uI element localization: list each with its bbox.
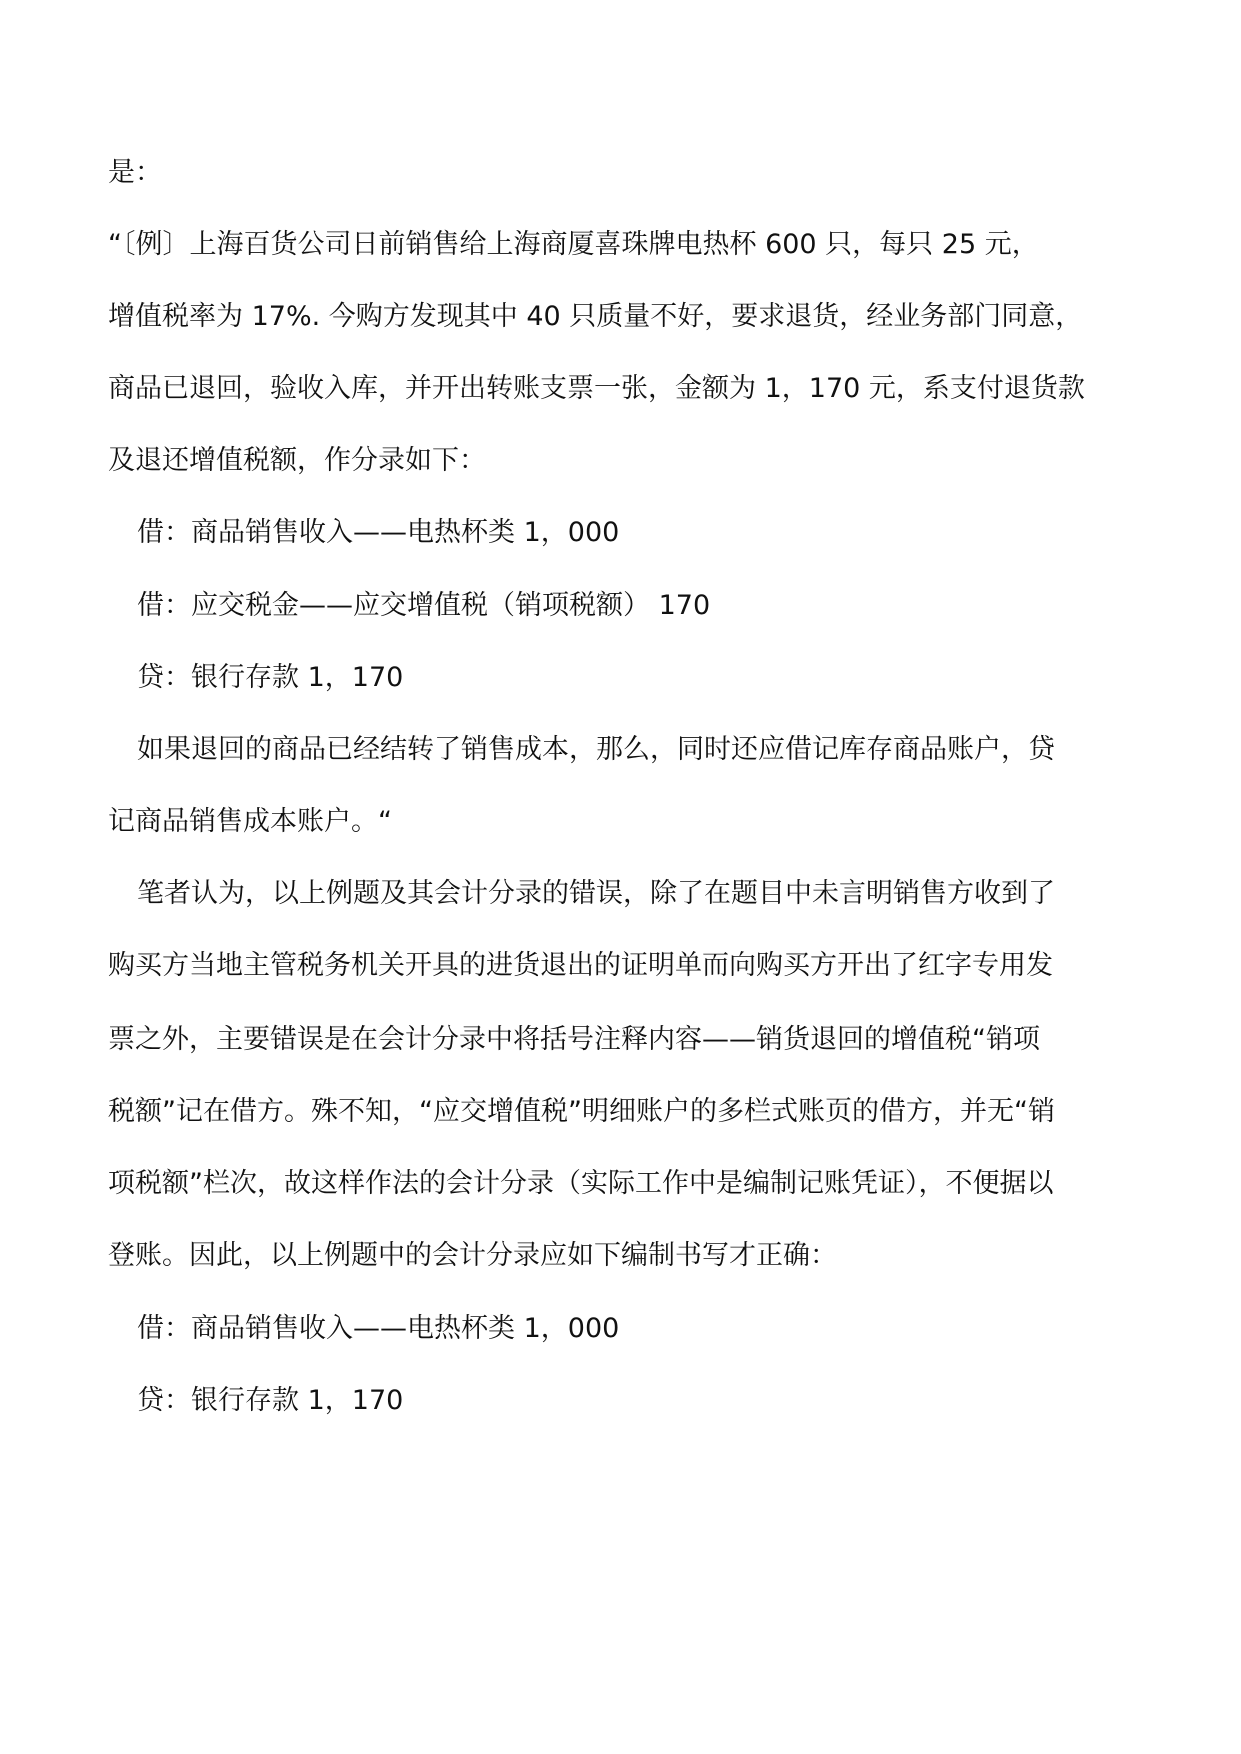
text-line-3: 增值税率为 17%. 今购方发现其中 40 只质量不好，要求退货，经业务部门同意， bbox=[108, 301, 1083, 332]
text-line-13: 登账。因此，以上例题中的会计分录应如下编制书写才正确： bbox=[108, 1240, 837, 1271]
journal-entry-line-2: 借：应交税金——应交增值税（销项税额） 170 bbox=[137, 590, 711, 621]
text-line-8: 笔者认为，以上例题及其会计分录的错误，除了在题目中未言明销售方收到了 bbox=[137, 878, 1055, 909]
text-line-1: 是： bbox=[108, 157, 162, 188]
text-line-5: 及退还增值税额，作分录如下： bbox=[108, 445, 486, 476]
journal-entry-line-5: 贷：银行存款 1，170 bbox=[137, 1385, 404, 1416]
text-line-2: “〔例〕上海百货公司日前销售给上海商厦喜珠牌电热杯 600 只，每只 25 元， bbox=[108, 229, 1039, 260]
journal-entry-line-3: 贷：银行存款 1，170 bbox=[137, 662, 404, 693]
text-line-11: 税额”记在借方。殊不知，“应交增值税”明细账户的多栏式账页的借方，并无“销 bbox=[108, 1096, 1055, 1127]
journal-entry-line-4: 借：商品销售收入——电热杯类 1，000 bbox=[137, 1313, 620, 1344]
text-line-9: 购买方当地主管税务机关开具的进货退出的证明单而向购买方开出了红字专用发 bbox=[108, 950, 1053, 981]
text-line-6: 如果退回的商品已经结转了销售成本，那么，同时还应借记库存商品账户，贷 bbox=[137, 734, 1055, 765]
text-line-10: 票之外，主要错误是在会计分录中将括号注释内容——销货退回的增值税“销项 bbox=[108, 1024, 1040, 1055]
text-line-12: 项税额”栏次，故这样作法的会计分录（实际工作中是编制记账凭证），不便据以 bbox=[108, 1168, 1054, 1199]
journal-entry-line-1: 借：商品销售收入——电热杯类 1，000 bbox=[137, 517, 620, 548]
text-line-7: 记商品销售成本账户。“ bbox=[108, 806, 392, 837]
text-line-4: 商品已退回，验收入库，并开出转账支票一张，金额为 1，170 元，系支付退货款 bbox=[108, 373, 1085, 404]
